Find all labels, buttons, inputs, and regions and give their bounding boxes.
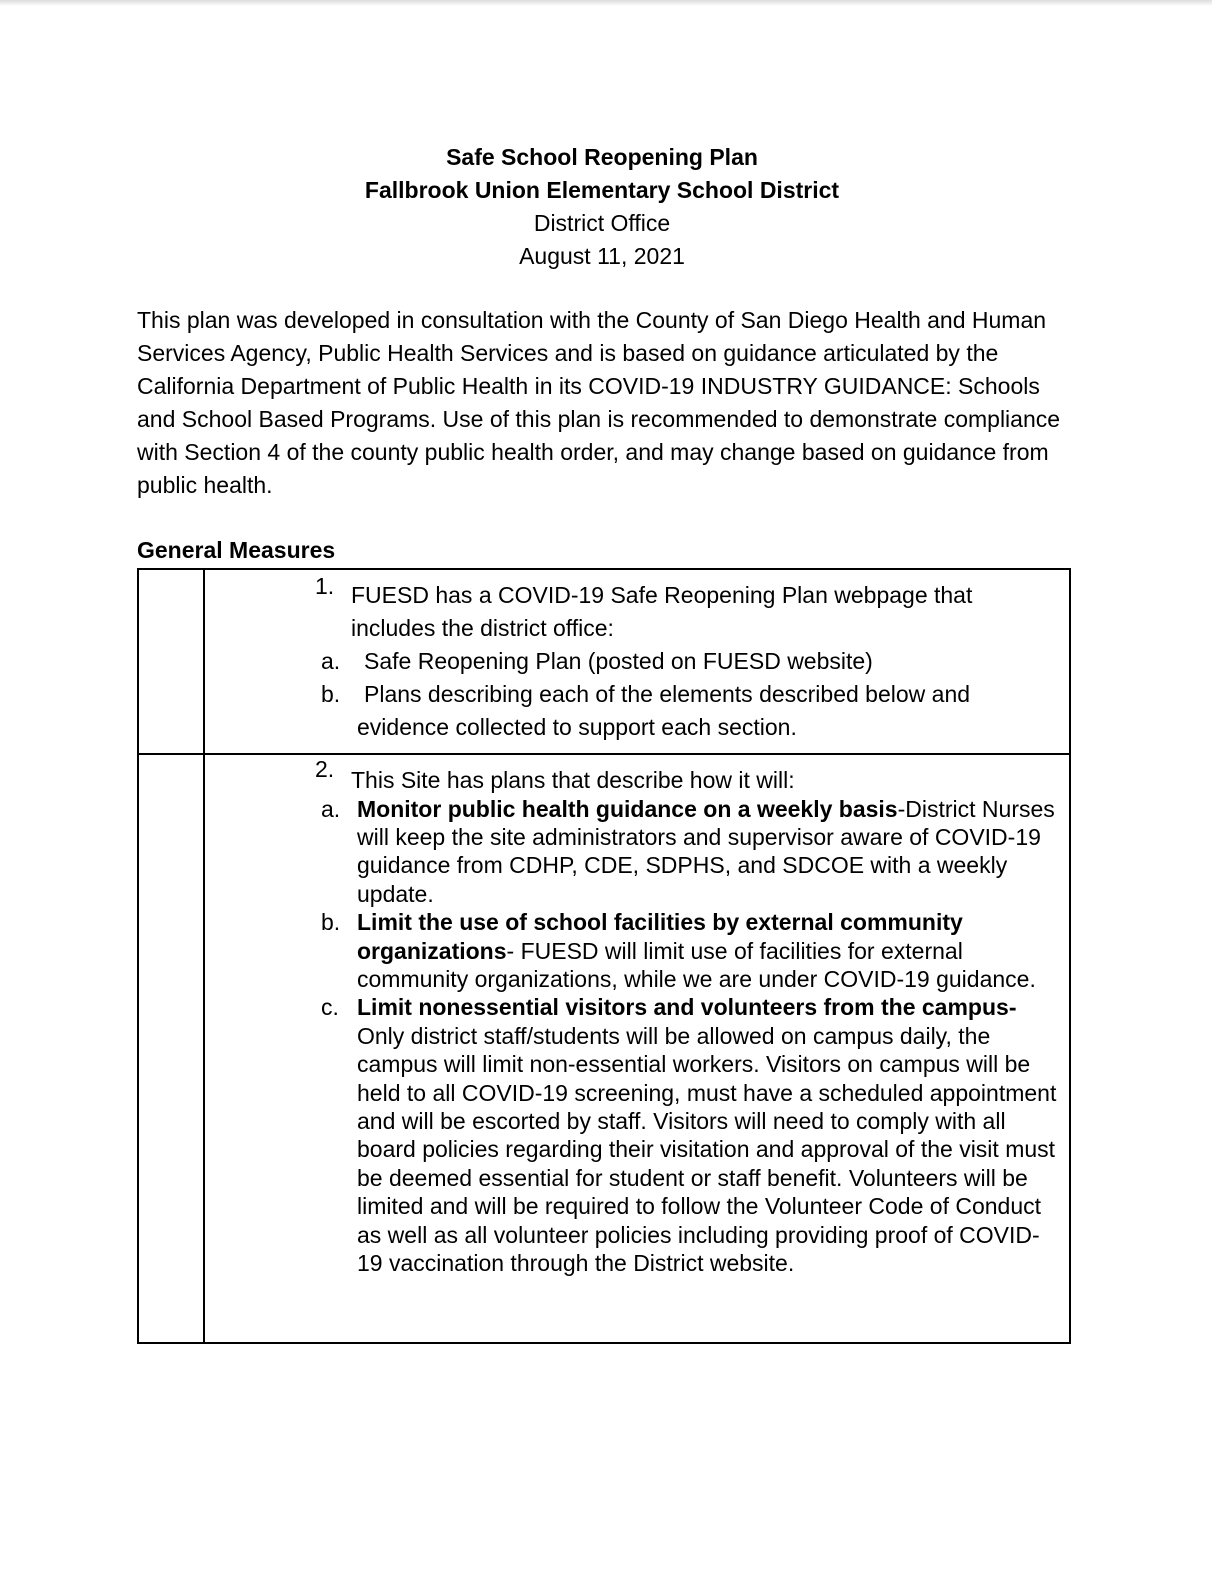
- list-item-text: FUESD has a COVID-19 Safe Reopening Plan webpage that includes the district office:: [351, 582, 973, 641]
- sub-list-marker: b.: [321, 909, 341, 936]
- sub-list-bold-text: Monitor public health guidance on a weekly basis: [357, 795, 898, 822]
- sub-list-marker: a.: [321, 795, 341, 822]
- office-name: District Office: [533, 210, 671, 236]
- content-cell: [204, 569, 1070, 754]
- sub-list-text: Plans describing each of the elements described below and: [364, 681, 971, 707]
- sub-list-item: [205, 993, 1069, 1277]
- list-item-text: This Site has plans that describe how it will:: [351, 767, 795, 793]
- intro-paragraph: This plan was developed in consultation with the County of San Diego Health and Human Services Agency, Public Health Services and is based on guidance articulated by the California Department of Public Health in its COVID-19 INDUSTRY GUIDANCE: Schools and School Based Programs. Use of this plan is recommended to demonstrate compliance with Section 4 of the county public health order, and may change based on guidance from public health.: [137, 307, 1061, 498]
- list-item: [205, 570, 1069, 645]
- table-row: [138, 754, 1070, 1343]
- sub-list-item: [205, 908, 1069, 993]
- checkbox-cell: [138, 754, 204, 1343]
- sub-list-item: [205, 645, 1069, 678]
- sub-list-text: - FUESD will limit use of facilities for external community organizations, while we are under COVID-19 guidance.: [357, 937, 1036, 992]
- document-title: Safe School Reopening Plan: [446, 144, 758, 170]
- document-header: [0, 141, 1204, 273]
- sub-list-text-continued: evidence collected to support each section.: [357, 714, 797, 740]
- checkbox-cell: [138, 569, 204, 754]
- sub-list-marker: c.: [321, 994, 339, 1021]
- section-heading: General Measures: [137, 537, 336, 563]
- sub-list-bold-text: Limit nonessential visitors and volunteers from the campus-: [357, 994, 1017, 1021]
- sub-list-item: [205, 678, 1069, 744]
- document-date: August 11, 2021: [519, 243, 685, 269]
- sub-list-text: Only district staff/students will be allowed on campus daily, the campus will limit non-essential workers. Visitors on campus will be held to all COVID-19 screening, must have a scheduled appointment and will be escorted by staff. Visitors will need to comply with all board policies regarding their visitation and approval of the visit must be deemed essential for student or staff benefit. Volunteers will be limited and will be required to follow the Volunteer Code of Conduct as well as all volunteer policies including providing proof of COVID-19 vaccination through the District website.: [357, 1022, 1057, 1276]
- sub-list-bold-text: Limit the use of school facilities by external community organizations: [357, 909, 963, 964]
- district-name: Fallbrook Union Elementary School District: [364, 177, 840, 203]
- sub-list-text: -District Nurses will keep the site administrators and supervisor aware of COVID-19 guidance from CDHP, CDE, SDPHS, and SDCOE with a weekly update.: [357, 795, 1055, 907]
- sub-list-text: Safe Reopening Plan (posted on FUESD website): [364, 648, 873, 674]
- list-item: [205, 755, 1069, 795]
- list-marker: 1.: [315, 573, 335, 599]
- sub-list-marker: a.: [321, 648, 341, 674]
- sub-list-marker: b.: [321, 681, 341, 707]
- list-marker: 2.: [315, 756, 335, 782]
- measures-table: [137, 568, 1071, 1344]
- content-cell: [204, 754, 1070, 1343]
- table-row: [138, 569, 1070, 754]
- page-top-shadow: [0, 0, 1212, 6]
- sub-list-item: [205, 795, 1069, 909]
